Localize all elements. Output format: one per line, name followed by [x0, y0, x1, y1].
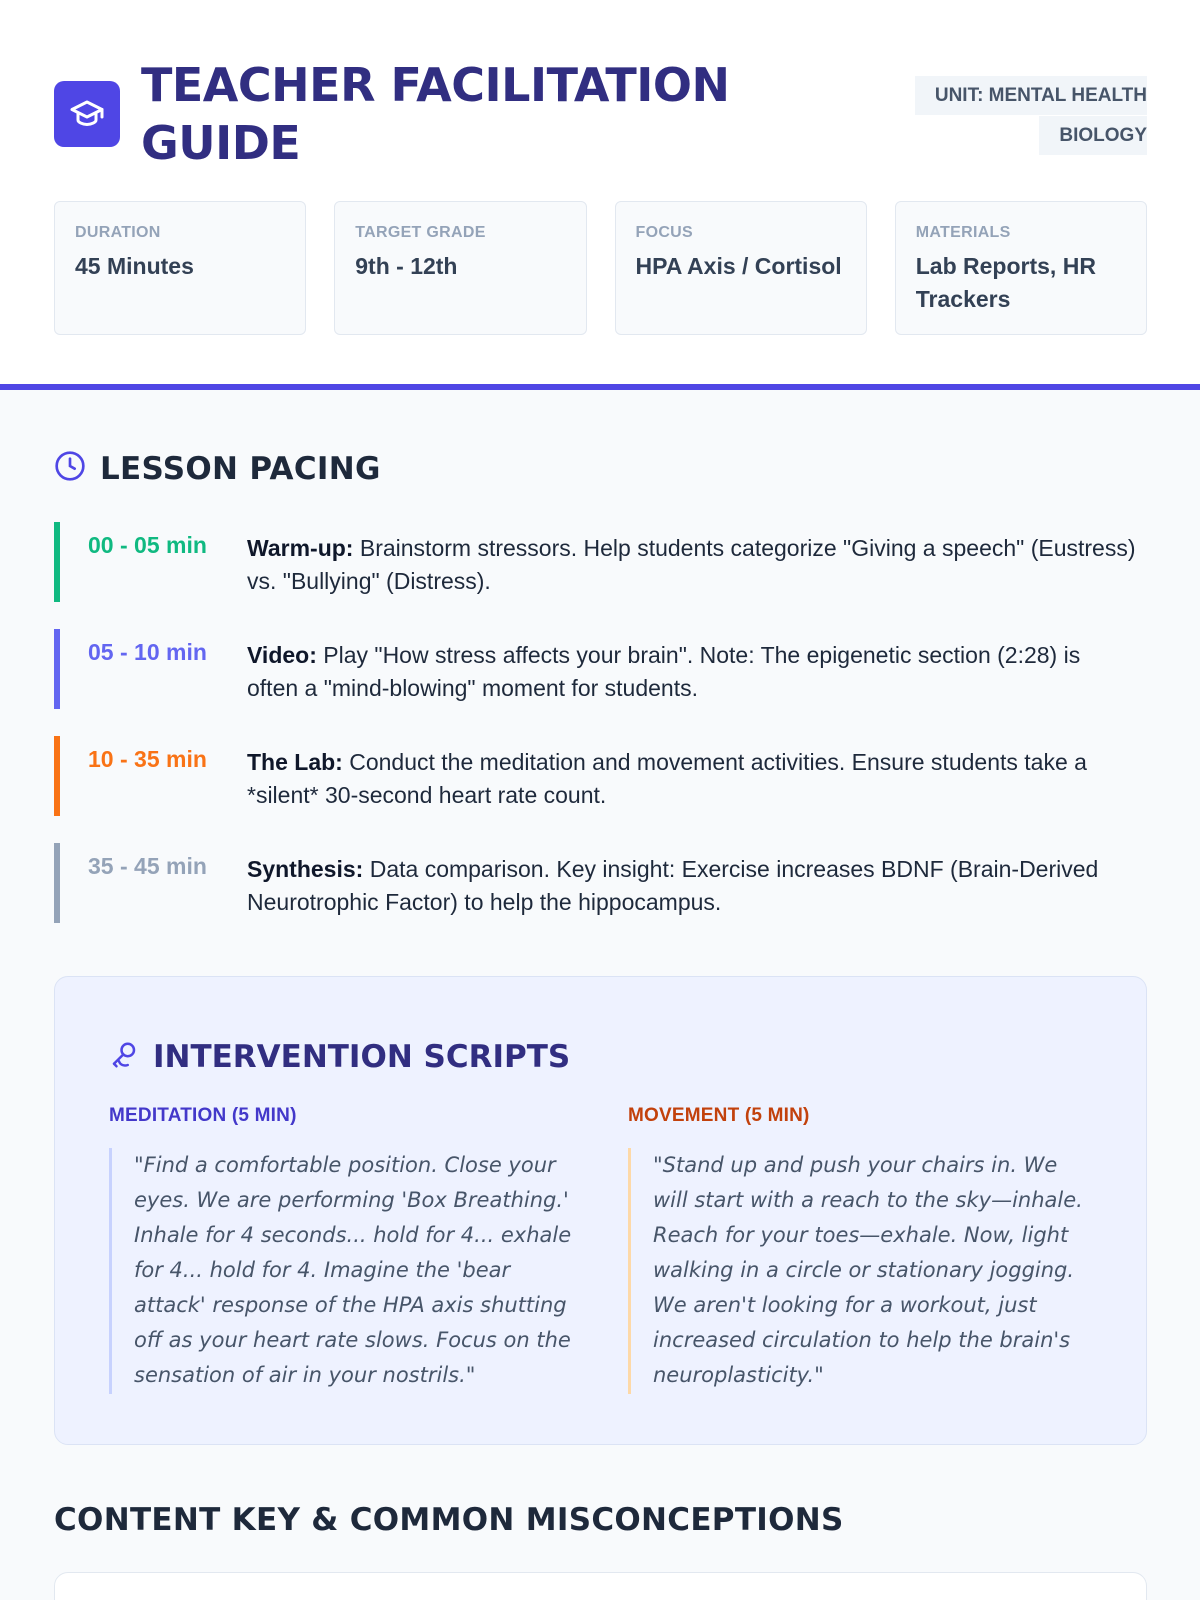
section-title: LESSON PACING — [100, 450, 381, 487]
meta-card-materials — [895, 201, 1147, 335]
movement-label: MOVEMENT (5 MIN) — [628, 1105, 810, 1126]
meta-value: Lab Reports, HR Trackers — [915, 253, 1096, 312]
unit-badge — [897, 76, 1147, 156]
meditation-script: "Find a comfortable position. Close your eyes. We are performing 'Box Breathing.' Inhale for 4 seconds... hold for 4... exhale for 4... hold for 4. Imagine the 'bear attack' response of the HPA axis shutting off as your heart rate slows. Focus on the sensation of air in your nostrils." — [109, 1148, 579, 1394]
meta-label: FOCUS — [635, 224, 693, 241]
section-title: INTERVENTION SCRIPTS — [153, 1039, 571, 1075]
pacing-time: 35 - 45 min — [88, 853, 207, 879]
content-key-card — [54, 1572, 1147, 1600]
intervention-scripts-card — [54, 976, 1147, 1445]
pacing-description — [247, 853, 1137, 919]
lesson-pacing-header — [54, 450, 381, 487]
pacing-text: Conduct the meditation and movement activities. Ensure students take a *silent* 30-second heart rate count. — [247, 749, 1087, 808]
meditation-column — [109, 1105, 579, 1394]
pacing-heading: Synthesis: — [247, 856, 364, 882]
meta-card-duration — [54, 201, 306, 335]
page-title: TEACHER FACILITATION GUIDE — [141, 58, 730, 170]
pacing-bar — [54, 843, 60, 923]
pacing-time: 00 - 05 min — [88, 532, 207, 558]
meta-card-focus — [615, 201, 867, 335]
pacing-item — [54, 736, 1147, 843]
pacing-heading: The Lab: — [247, 749, 343, 775]
movement-column — [628, 1105, 1098, 1394]
pacing-text: Brainstorm stressors. Help students categorize "Giving a speech" (Eustress) vs. "Bullying" (Distress). — [247, 535, 1136, 594]
meta-row — [54, 201, 1147, 335]
graduation-cap-icon — [54, 81, 120, 147]
meta-card-grade — [334, 201, 586, 335]
pacing-bar — [54, 629, 60, 709]
pacing-time: 10 - 35 min — [88, 746, 207, 772]
pacing-text: Data comparison. Key insight: Exercise increases BDNF (Brain-Derived Neurotrophic Factor) to help the hippocampus. — [247, 856, 1099, 915]
pacing-item — [54, 629, 1147, 736]
content-key-title: CONTENT KEY & COMMON MISCONCEPTIONS — [54, 1502, 844, 1538]
meta-label: DURATION — [75, 224, 161, 241]
pacing-description — [247, 746, 1137, 812]
pacing-bar — [54, 522, 60, 602]
meditation-label: MEDITATION (5 MIN) — [109, 1105, 297, 1126]
pacing-description — [247, 532, 1137, 598]
pacing-heading: Video: — [247, 642, 317, 668]
pacing-item — [54, 522, 1147, 629]
meta-label: TARGET GRADE — [355, 224, 486, 241]
movement-script: "Stand up and push your chairs in. We will start with a reach to the sky—inhale. Reach for your toes—exhale. Now, light walking in a circle or stationary jogging. We aren't looking for a workout, just increased circulation to help the brain's neuroplasticity." — [628, 1148, 1098, 1394]
pacing-time: 05 - 10 min — [88, 639, 207, 665]
pacing-bar — [54, 736, 60, 816]
meta-value: 9th - 12th — [355, 253, 458, 279]
meta-value: HPA Axis / Cortisol — [635, 253, 842, 279]
meta-value: 45 Minutes — [75, 253, 194, 279]
microphone-icon — [109, 1040, 139, 1075]
intervention-scripts-header — [109, 1039, 570, 1075]
header-section — [0, 0, 1200, 390]
unit-badge-text: UNIT: MENTAL HEALTH BIOLOGY — [915, 76, 1147, 155]
pacing-text: Play "How stress affects your brain". Note: The epigenetic section (2:28) is often a "mind-blowing" moment for students. — [247, 642, 1081, 701]
meta-label: MATERIALS — [915, 224, 1011, 241]
pacing-item — [54, 843, 1147, 950]
pacing-list — [54, 522, 1147, 950]
pacing-heading: Warm-up: — [247, 535, 354, 561]
pacing-description — [247, 639, 1137, 705]
clock-icon — [54, 450, 86, 487]
